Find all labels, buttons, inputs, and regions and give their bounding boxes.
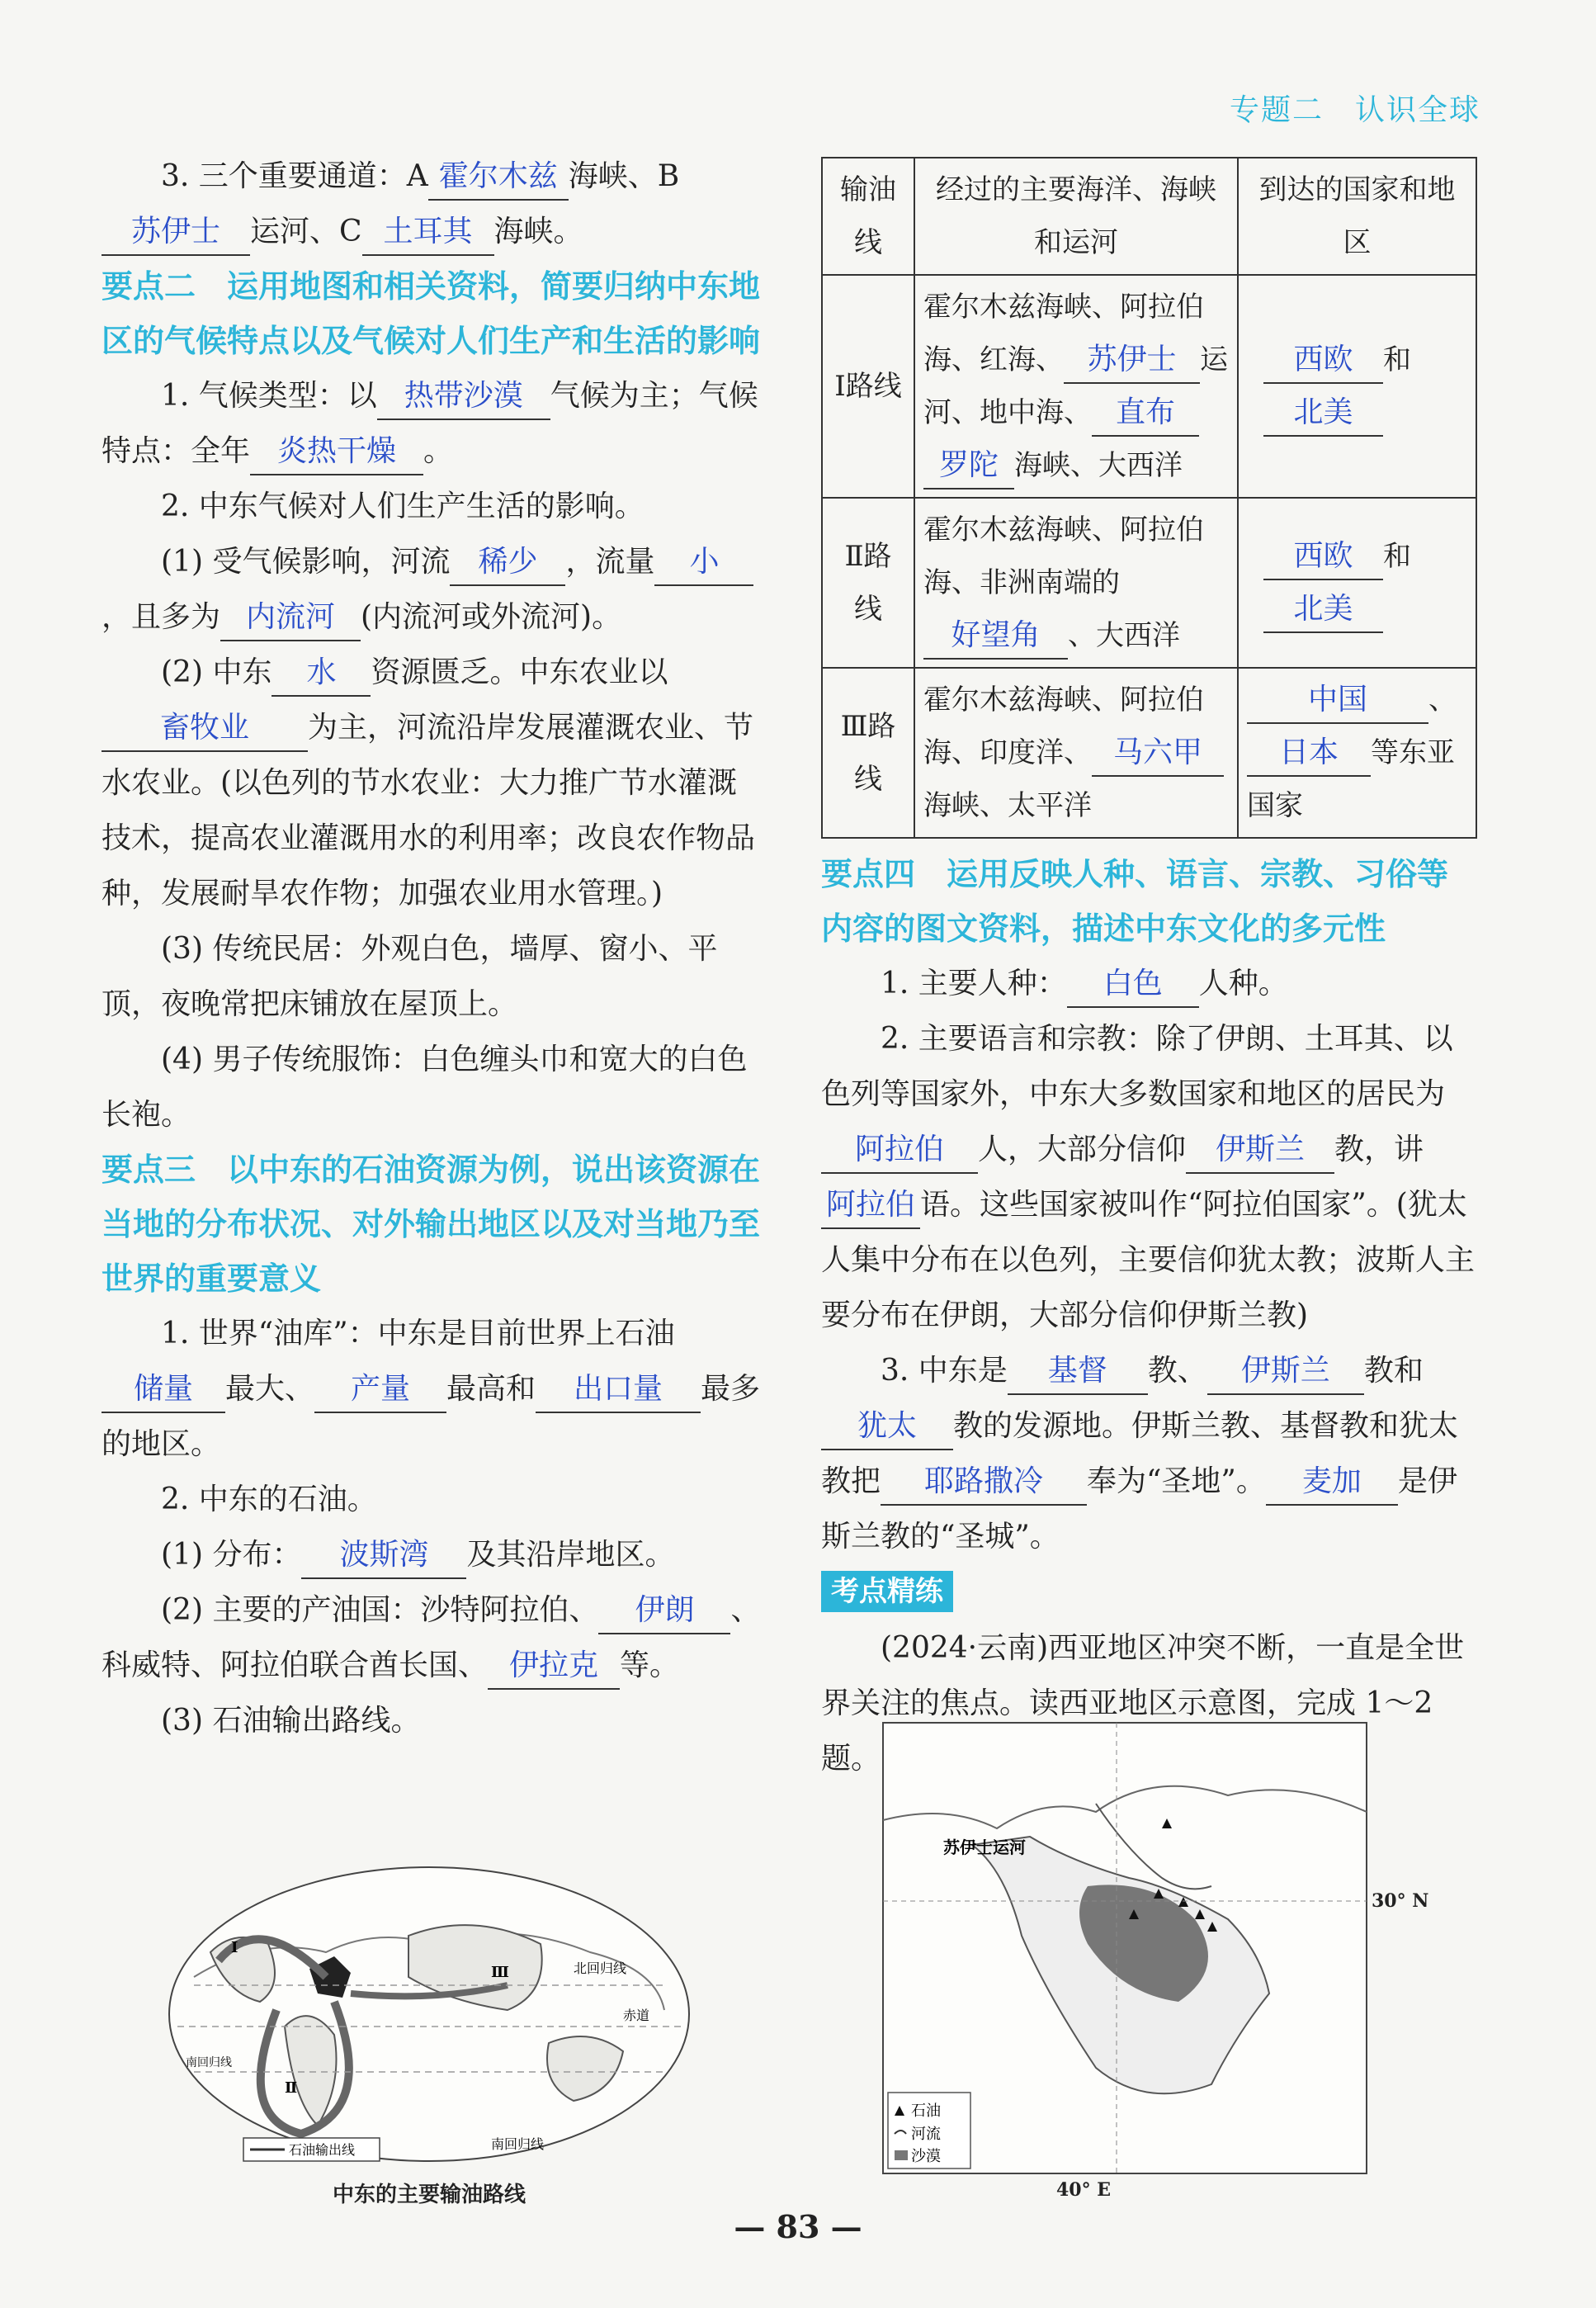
para-clothing: (4) 男子传统服饰：白色缠头巾和宽大的白色长袍。 — [102, 1043, 748, 1132]
route-2-label: Ⅱ — [285, 2079, 298, 2097]
answer-blank[interactable]: 波斯湾 — [301, 1533, 466, 1579]
answer-blank[interactable]: 热带沙漠 — [377, 374, 550, 420]
legend-oil: 石油 — [911, 2102, 941, 2120]
answer-blank[interactable]: 伊朗 — [598, 1588, 730, 1634]
equator-label: 赤道 — [623, 2008, 650, 2023]
answer-blank[interactable]: 畜牧业 — [102, 706, 308, 752]
answer-blank[interactable]: 小 — [654, 540, 753, 586]
answer-blank[interactable]: 炎热干燥 — [250, 429, 423, 475]
answer-blank[interactable]: 基督 — [1008, 1349, 1148, 1395]
answer-blank[interactable]: 水 — [272, 650, 371, 697]
answer-blank[interactable]: 白色 — [1067, 962, 1199, 1008]
answer-blank[interactable]: 马六甲 — [1092, 731, 1224, 777]
para-climate-type: 1. 气候类型：以 热带沙漠 气候为主；气候特点：全年 炎热干燥 。 — [102, 368, 762, 479]
section-heading-3: 要点三 以中东的石油资源为例，说出该资源在当地的分布状况、对外输出地区以及对当地乃至世界的重要意义 — [102, 1152, 761, 1297]
answer-blank[interactable]: 中国 — [1247, 678, 1428, 724]
answer-blank[interactable]: 出口量 — [536, 1367, 701, 1413]
answer-blank[interactable]: 伊拉克 — [488, 1644, 620, 1690]
answer-blank[interactable]: 苏伊士 — [102, 210, 250, 256]
west-asia-map — [881, 1721, 1368, 2175]
world-map-figure — [161, 1861, 697, 2175]
longitude-label: 40° E — [1056, 2179, 1112, 2201]
answer-blank[interactable]: 储量 — [102, 1367, 225, 1413]
route-3-label: Ⅲ — [491, 1964, 509, 1981]
answer-blank[interactable]: 土耳其 — [362, 210, 494, 256]
legend-river: 河流 — [911, 2126, 941, 2143]
answer-blank[interactable]: 内流河 — [220, 595, 361, 641]
legend-oil-route: 石油输出线 — [289, 2142, 356, 2158]
answer-blank[interactable]: 直布 — [1092, 390, 1199, 437]
exercise-tag: 考点精练 — [821, 1571, 953, 1612]
map1-caption: 中东的主要输油路线 — [332, 2183, 526, 2207]
tropic-south-small-label: 南回归线 — [186, 2056, 232, 2069]
answer-blank[interactable]: 苏伊士 — [1064, 338, 1200, 384]
answer-blank[interactable]: 西欧 — [1263, 338, 1383, 384]
answer-blank[interactable]: 稀少 — [450, 540, 565, 586]
table-row: Ⅱ路线 霍尔木兹海峡、阿拉伯海、非洲南端的好望角 、大西洋 西欧 和 北美 — [822, 498, 1476, 668]
para-oil: 2. 中东的石油。 — [161, 1483, 377, 1516]
table-row: Ⅰ路线 霍尔木兹海峡、阿拉伯海、红海、 苏伊士 运河、地中海、 直布罗陀 海峡、大西洋 西欧 和 北美 — [822, 275, 1476, 498]
answer-blank[interactable]: 麦加 — [1266, 1459, 1398, 1506]
answer-blank[interactable]: 北美 — [1263, 390, 1383, 437]
para-race: 1. 主要人种： 白色 人种。 — [821, 956, 1477, 1011]
question-text: (2024·云南)西亚地区冲突不断，一直是全世界关注的焦点。读西亚地区示意图，完成 1～2 题。 — [821, 1631, 1465, 1776]
para-distribution: (1) 分布： 波斯湾 及其沿岸地区。 — [102, 1527, 762, 1582]
page-header: 专题二 认识全球 — [1229, 93, 1480, 127]
right-column — [821, 157, 1477, 1786]
para-language-religion: 2. 主要语言和宗教：除了伊朗、土耳其、以色列等国家外，中东大多数国家和地区的居民为阿拉伯 人，大部分信仰 伊斯兰 教，讲阿拉伯 语。这些国家被叫作“阿拉伯国家”。(犹太人集中分布在以色列，主要信仰犹太教；波斯人主要分布在伊朗，大部分信仰伊斯兰教) — [821, 1022, 1476, 1332]
para-rivers: (1) 受气候影响，河流 稀少 ，流量 小，且多为 内流河 (内流河或外流河)。 — [102, 534, 762, 645]
answer-blank[interactable]: 霍尔木兹 — [428, 154, 569, 201]
para-agriculture: (2) 中东 水 资源匮乏。中东农业以畜牧业 为主，河流沿岸发展灌溉农业、节水农业。(以色列的节水农业：大力推广节水灌溉技术，提高农业灌溉用水的利用率；改良农作物品种，发展耐旱农作物；加强农业用水管理。) — [102, 645, 762, 921]
th-route: 输油线 — [822, 158, 914, 275]
left-column — [102, 149, 762, 1748]
suez-canal-label: 苏伊士运河 — [943, 1837, 1026, 1857]
para-channels: 3. 三个重要通道：A 霍尔木兹 海峡、B苏伊士 运河、C 土耳其 海峡。 — [102, 149, 762, 259]
tropic-south-label: 南回归线 — [491, 2136, 545, 2152]
answer-blank[interactable]: 北美 — [1263, 587, 1383, 633]
west-asia-figure — [881, 1721, 1368, 2175]
th-destination: 到达的国家和地区 — [1238, 158, 1476, 275]
answer-blank[interactable]: 好望角 — [923, 613, 1068, 660]
answer-blank[interactable]: 犹太 — [821, 1404, 953, 1450]
oil-route-table — [821, 157, 1477, 839]
tropic-north-label: 北回归线 — [574, 1960, 627, 1976]
legend-desert: 沙漠 — [911, 2148, 941, 2165]
answer-blank[interactable]: 阿拉伯 — [821, 1128, 978, 1174]
para-producers: (2) 主要的产油国：沙特阿拉伯、 伊朗 、科威特、阿拉伯联合酋长国、 伊拉克 等。 — [102, 1582, 762, 1693]
para-climate-impact: 2. 中东气候对人们生产生活的影响。 — [161, 490, 645, 523]
para-oil-depot: 1. 世界“油库”：中东是目前世界上石油储量 最大、 产量 最高和 出口量 最多的地区。 — [102, 1317, 761, 1461]
section-heading-4: 要点四 运用反映人种、语言、宗教、习俗等内容的图文资料，描述中东文化的多元性 — [821, 856, 1449, 947]
answer-blank[interactable]: 伊斯兰 — [1207, 1349, 1364, 1395]
route-1-label: Ⅰ — [231, 1939, 238, 1956]
para-birthplace: 3. 中东是 基督 教、 伊斯兰 教和犹太 教的发源地。伊斯兰教、基督教和犹太教把 耶路撒冷 奉为“圣地”。 麦加 是伊斯兰教的“圣城”。 — [821, 1343, 1477, 1564]
latitude-label: 30° N — [1372, 1890, 1429, 1912]
answer-blank[interactable]: 产量 — [314, 1367, 446, 1413]
answer-blank[interactable]: 耶路撒冷 — [881, 1459, 1087, 1506]
answer-blank[interactable]: 罗陀 — [923, 443, 1014, 490]
answer-blank[interactable]: 日本 — [1247, 731, 1371, 777]
page-number: — 83 — — [734, 2208, 862, 2245]
answer-blank[interactable]: 伊斯兰 — [1186, 1128, 1334, 1174]
para-routes: (3) 石油输出路线。 — [161, 1704, 421, 1738]
answer-blank[interactable]: 西欧 — [1263, 534, 1383, 580]
section-heading-2: 要点二 运用地图和相关资料，简要归纳中东地区的气候特点以及气候对人们生产和生活的影响 — [102, 268, 761, 359]
oil-route-map — [161, 1861, 697, 2175]
para-housing: (3) 传统民居：外观白色，墙厚、窗小、平顶，夜晚常把床铺放在屋顶上。 — [102, 932, 718, 1021]
table-row: Ⅲ路线 霍尔木兹海峡、阿拉伯海、印度洋、 马六甲海峡、太平洋 中国 、 日本 等东亚国家 — [822, 668, 1476, 838]
th-passage: 经过的主要海洋、海峡和运河 — [914, 158, 1238, 275]
answer-blank[interactable]: 阿拉伯 — [821, 1183, 920, 1229]
